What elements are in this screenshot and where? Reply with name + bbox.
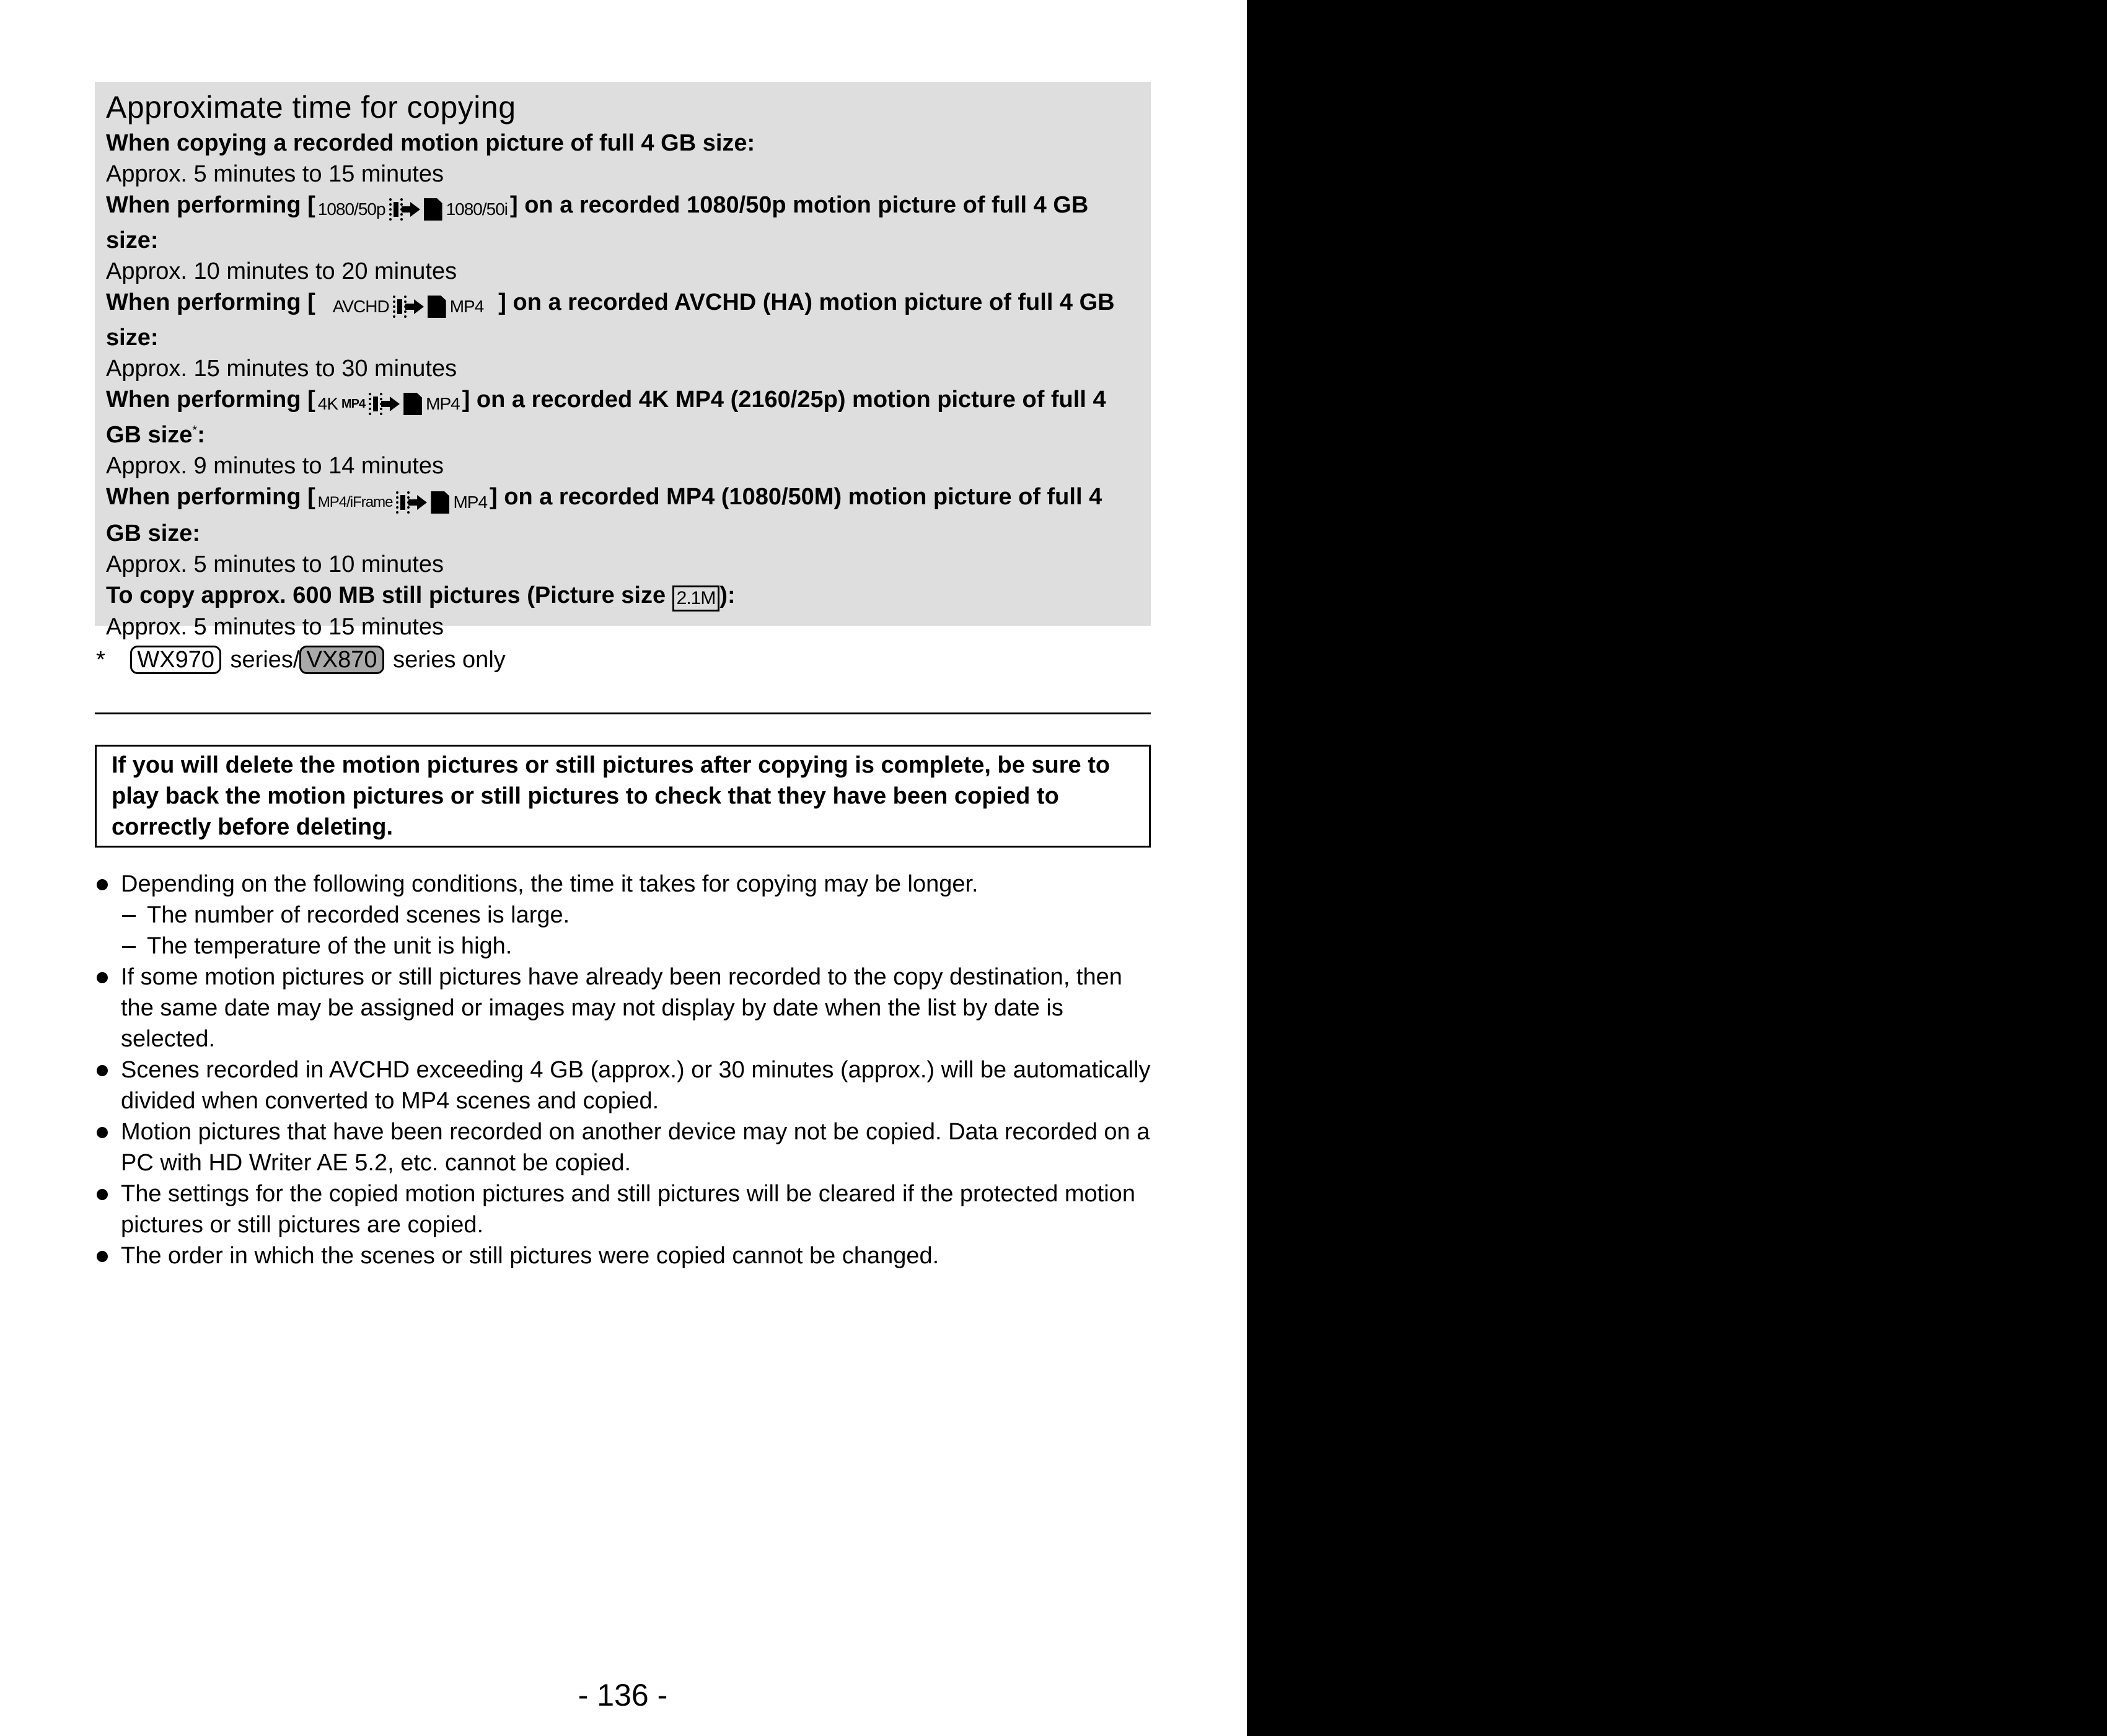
list-item <box>95 869 1155 962</box>
box-title: Approximate time for copying <box>106 90 516 125</box>
series-badge-vx870: VX870 <box>299 646 384 674</box>
heading-text: To copy approx. 600 MB still pictures (Picture size <box>106 582 666 608</box>
picture-size-icon: 2.1M <box>672 585 720 612</box>
series-badge-wx970: WX970 <box>130 646 221 674</box>
heading-text: ] on a recorded AVCHD (HA) motion picture of full 4 GB size: <box>106 289 1115 351</box>
entry-time: Approx. 5 minutes to 15 minutes <box>106 614 444 640</box>
bullet-icon <box>97 1065 108 1076</box>
bullet-icon <box>97 879 108 890</box>
sd-card-icon <box>424 198 442 221</box>
entry-time: Approx. 5 minutes to 10 minutes <box>106 551 444 577</box>
list-item-text: Scenes recorded in AVCHD exceeding 4 GB (approx.) or 30 minutes (approx.) will be automatically divided when converted to MP4 scenes and copied. <box>121 1057 1151 1114</box>
list-item-text: Motion pictures that have been recorded on another device may not be copied. Data recorded on a PC with HD Writer AE 5.2, etc. cannot be copied. <box>121 1119 1150 1176</box>
footnote-mark: * <box>96 647 105 673</box>
sub-item-text: The number of recorded scenes is large. <box>147 902 570 928</box>
footnote-suffix: series only <box>393 647 506 673</box>
page-number: - 136 - <box>578 1678 668 1712</box>
arrow-right-icon <box>390 397 400 411</box>
sd-card-icon <box>428 296 446 318</box>
copy-mode-icon <box>318 487 487 518</box>
list-item <box>95 1240 1155 1271</box>
entry-heading <box>106 580 1140 612</box>
copy-mode-icon <box>318 194 508 225</box>
sd-card-icon <box>431 491 449 514</box>
list-item-text: Depending on the following conditions, the time it takes for copying may be longer. <box>121 871 979 897</box>
list-item-text: The settings for the copied motion pictures and still pictures will be cleared if the protected motion pictures or still pictures are copied. <box>121 1181 1135 1238</box>
entry-heading <box>106 287 1140 353</box>
list-item <box>95 1178 1155 1240</box>
heading-text: ] on a recorded MP4 (1080/50M) motion picture of full 4 GB size: <box>106 484 1102 546</box>
entry-heading <box>106 384 1140 450</box>
format-label-icon: MP4 <box>449 297 484 316</box>
heading-text: ): <box>719 582 736 608</box>
heading-text: When performing [ <box>106 192 315 218</box>
format-label-icon: 4K <box>317 394 338 413</box>
entry-time: Approx. 9 minutes to 14 minutes <box>106 453 444 479</box>
sub-item <box>121 931 1155 962</box>
arrow-right-icon <box>414 299 424 314</box>
built-in-memory-icon <box>396 491 410 514</box>
copy-mode-icon <box>318 388 460 419</box>
copy-time-box <box>95 82 1151 640</box>
format-label-icon: 1080/50i <box>446 199 508 219</box>
format-label-icon: MP4 <box>426 394 460 413</box>
arrow-right-icon <box>417 495 427 510</box>
bullet-icon <box>97 1251 108 1262</box>
built-in-memory-icon <box>393 296 407 318</box>
footnote-separator: series/ <box>230 647 300 673</box>
list-item <box>95 1116 1155 1178</box>
list-item-text: The order in which the scenes or still pictures were copied cannot be changed. <box>121 1243 939 1269</box>
built-in-memory-icon <box>369 393 382 415</box>
heading-text: ] on a recorded 4K MP4 (2160/25p) motion picture of full 4 GB size <box>106 387 1106 448</box>
notes-list <box>95 869 1155 1271</box>
heading-text: ] on a recorded 1080/50p motion picture of full 4 GB size: <box>106 192 1089 253</box>
entry-heading <box>106 481 1140 549</box>
arrow-right-icon <box>410 202 420 217</box>
footnote <box>96 644 506 675</box>
dash-icon <box>122 946 136 948</box>
section-divider <box>95 712 1151 714</box>
heading-text: When performing [ <box>106 289 315 315</box>
format-label-icon: MP4 <box>453 493 488 512</box>
list-item <box>95 962 1155 1054</box>
entry-time: Approx. 15 minutes to 30 minutes <box>106 356 457 382</box>
sub-item <box>121 900 1155 931</box>
entry-time: Approx. 5 minutes to 15 minutes <box>106 161 444 187</box>
entry-heading: When copying a recorded motion picture of full 4 GB size: <box>106 130 755 156</box>
format-label-icon: AVCHD <box>332 297 389 316</box>
list-item <box>95 1054 1155 1116</box>
heading-text: When performing [ <box>106 484 315 510</box>
entry-heading <box>106 190 1140 256</box>
bullet-icon <box>97 972 108 983</box>
sub-item-text: The temperature of the unit is high. <box>147 933 512 959</box>
entry-time: Approx. 10 minutes to 20 minutes <box>106 258 457 284</box>
notice-box: If you will delete the motion pictures or still pictures after copying is complete, be sure to play back the motion pictures or still pictures to check that they have been copied to correctly before deleting. <box>95 745 1151 848</box>
footnote-mark: * <box>192 423 198 437</box>
format-label-icon: MP4/iFrame <box>317 494 393 511</box>
format-sub-label-icon: MP4 <box>341 397 366 411</box>
list-item-text: If some motion pictures or still pictures have already been recorded to the copy destination, then the same date may be assigned or images may not display by date when the list by date is selected. <box>121 964 1122 1052</box>
heading-text: : <box>197 422 205 448</box>
built-in-memory-icon <box>389 198 403 221</box>
sd-card-icon <box>403 393 422 415</box>
dash-icon <box>122 915 136 917</box>
bullet-icon <box>97 1189 108 1200</box>
copy-mode-icon <box>333 291 496 322</box>
heading-text: When performing [ <box>106 387 315 413</box>
format-label-icon: 1080/50p <box>317 199 385 219</box>
bullet-icon <box>97 1127 108 1138</box>
